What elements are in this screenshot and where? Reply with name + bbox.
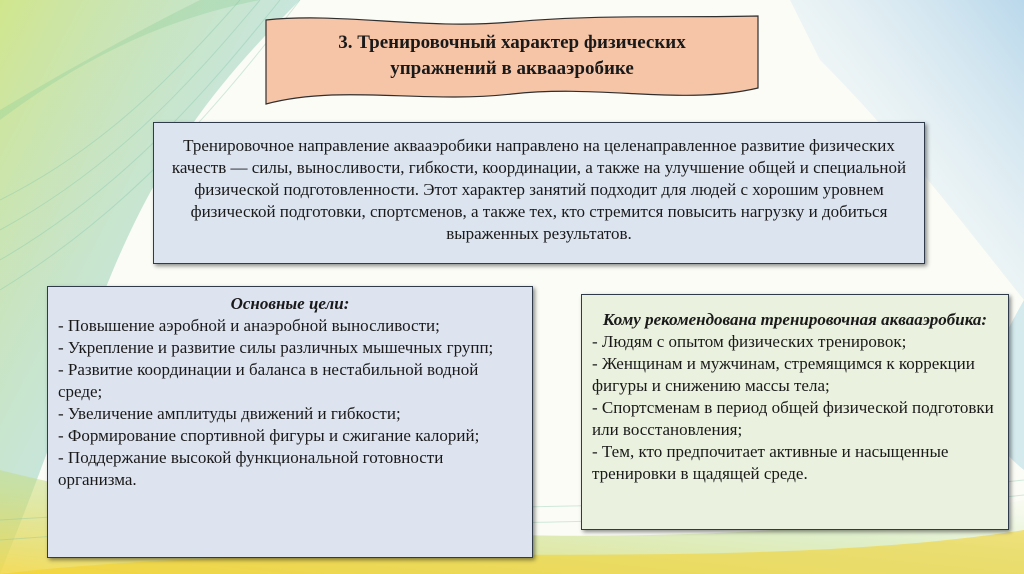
goals-item: - Повышение аэробной и анаэробной выносливости; [58,316,440,335]
goals-item: - Поддержание высокой функциональной готовности организма. [58,448,444,489]
intro-box [153,122,925,264]
page-title [262,30,762,82]
recommend-title: Кому рекомендована тренировочная аквааэробика: [602,310,988,329]
goals-item: - Укрепление и развитие силы различных мышечных групп; [58,338,494,357]
recommend-box [581,294,1009,530]
goals-item: - Формирование спортивной фигуры и сжигание калорий; [58,426,480,445]
recommend-item: - Женщинам и мужчинам, стремящимся к коррекции фигуры и снижению массы тела; [592,354,975,395]
recommend-item: - Тем, кто предпочитает активные и насыщенные тренировки в щадящей среде. [592,442,949,483]
page-title-line-2: упражнений в аквааэробике [390,58,634,79]
goals-item: - Развитие координации и баланса в нестабильной водной среде; [58,360,479,401]
page-title-line-1: 3. Тренировочный характер физических [338,32,686,53]
recommend-item: - Спортсменам в период общей физической подготовки или восстановления; [592,398,994,439]
goals-box [47,286,533,558]
goals-item: - Увеличение амплитуды движений и гибкости; [58,404,401,423]
recommend-item: - Людям с опытом физических тренировок; [592,332,907,351]
intro-text: Тренировочное направление аквааэробики направлено на целенаправленное развитие физических качеств — силы, выносливости, гибкости, координации, а также на улучшение общей и специальной физической подготовленности. Этот характер занятий подходит для людей с хорошим уровнем физической подготовки, спортсменов, а также тех, кто стремится повысить нагрузку и добиться выраженных результатов. [171,136,907,243]
goals-title: Основные цели: [230,294,350,313]
